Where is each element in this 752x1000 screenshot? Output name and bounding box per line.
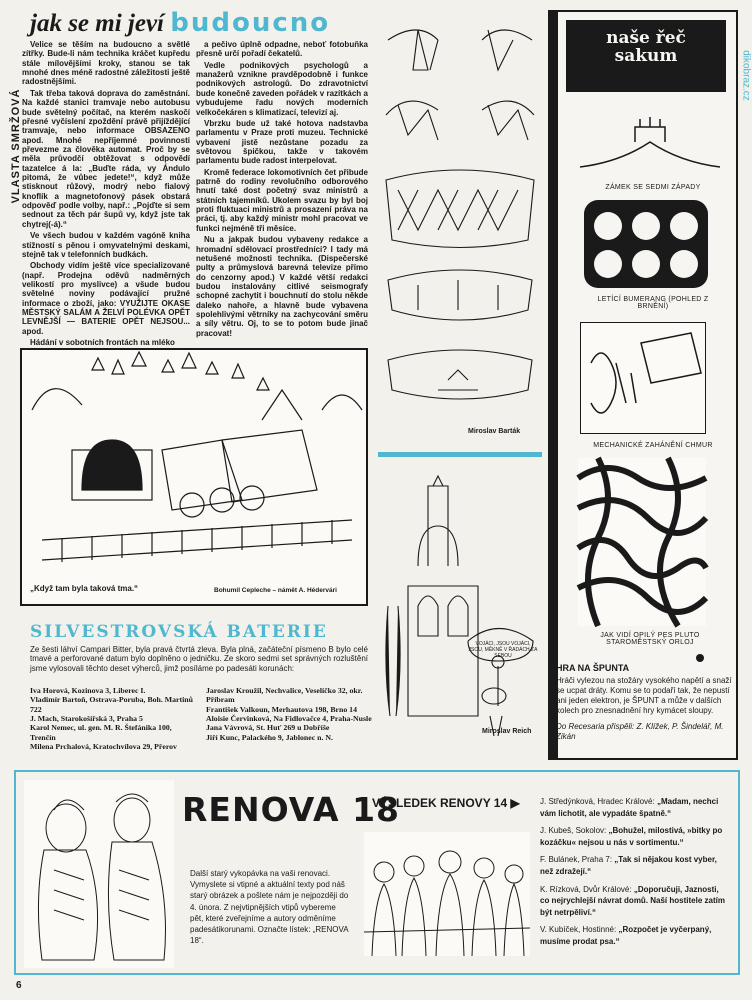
paragraph: Ve všech budou v každém vagóně kniha stížností s pěnou i omyvatelnými deskami, stejně tak v telefonních budkách. [22,231,190,259]
result-item [540,884,730,919]
crowd-engraving [364,832,530,956]
winner: Jaroslav Kroužil, Nechvalice, Veselíčko 32, okr. Příbram [206,686,363,705]
panel-item-orloj [578,458,706,626]
chmur-icon [581,323,703,431]
hra-na-spunta [556,663,734,742]
paragraph: Hádání v sobotních frontách na mléko [30,338,175,348]
winners-left [30,686,198,751]
panel-caption: MECHANICKÉ ZAHÁNĚNÍ CHMUR [593,442,713,449]
paragraph: Kromě federace lokomotivních čet přibude patrně do rodiny revolučního odborového hnutí také dost početný svaz ministrů a státních tajemníků. Ukolem svazu by byl boj proti fluktuaci ministrů a prosazení práva na práci, tj. aby každý ministr mohl pracovat ve funkci nejméně tři měsíce. [196,167,368,233]
panel-logo [566,20,726,92]
result-name: V. Kubíček, Hostinné: [540,925,617,935]
winner: Karol Nemec, ul. gen. M. R. Štefánika 100, Trenčín [30,723,172,742]
result-item [540,854,730,877]
panel-black-bar [548,10,558,760]
result-title-text: VÝSLEDEK RENOVY 14 [372,796,508,810]
result-quote: „Rozpočet je vyčerpaný, musíme prodat psa.“ [540,925,712,946]
paragraph: a pečivo úplně odpadne, neboť fotobuňka přesně určí pořadí čekatelů. [196,40,368,59]
article-title-part1: jak se mi jeví [30,10,164,37]
result-quote: „Bohužel, milostivá, »bitky po kozáčku« nejsou u nás v sortimentu.“ [540,826,723,847]
speech-bubble: VOJÁCI, JSOU VOJÁCI, JSOU, MĚKNĚ V ŘADÁCH ZA SEBOU [468,641,538,659]
winner: Vladimír Bartoň, Ostrava-Poruba, Boh. Martinů 722 [30,695,193,714]
bartak-credit: Miroslav Barták [468,428,521,435]
panel-item-castle [580,102,720,180]
winner: Aloisie Červinková, Na Fidlovačce 4, Praha-Nusle [206,714,372,724]
winner: J. Mach, Starokošířská 3, Praha 5 [30,714,143,724]
result-quote: „Doporučuji, Jaznosti, co nejrychlejší návrat domů. Naší hostitele zatím být netrpěliví.“ [540,884,725,917]
paragraph: Vedle podnikových psychologů a manažerů vznikne pravděpodobně i funkce podnikových astrologů. Do zdravotnictví bude konečně zaveden pořádek v razítkách a vybudujeme řadu nových moderních velkočekáren s klimatizací, televizí aj. [196,60,368,117]
paragraph: Vbrzku bude už také hotova nadstavba parlamentu v Praze proti muzeu. Technické vybavení jistě nezůstane pozadu za světovou špičkou, takže v takovém parlamentu bude radost interpelovat. [196,118,368,166]
castle-icon [580,102,720,180]
silvestr-title: SILVESTROVSKÁ BATERIE [30,622,328,642]
train-credit: Bohumil Cepleche – námět A. Hédervári [214,587,337,594]
hra-credits: Do Recesaria přispěli: Z. Klížek, P. Šindelář, M. Zikán [556,722,724,742]
author-label: VLASTA SMRŽOVÁ [10,88,22,204]
silvestr-text: Ze šesti láhví Campari Bitter, byla pravá čtvrtá zleva. Byla plná, začáteční písmeno B bylo celé tmavé a perforované datum bylo doplněno o jedničku. Ze skoro sedmi set správných rozluštění jsme vylosovali těchto deset výherců, jimž posíláme po padesáti korunách: [30,645,368,673]
result-name: K. Rízková, Dvůr Králové: [540,884,632,894]
boomerang-icon [584,200,708,288]
hra-title: HRA NA ŠPUNTA [556,663,630,673]
mask-illustration [378,10,542,446]
renova-text: Další starý vykopávka na vaši renovaci. Vymyslete si vtipné a aktuální texty pod náš starý obrázek a pošlete nám je nejpozději do 4. února. Z nejvtipnějších vtipů vybereme pět, které zveřejníme a autory odměníme padesátikorunami. Označte lístek: „RENOVA 18“. [190,869,349,946]
panel-caption: LETÍCÍ BUMERANG (POHLED Z BRNĚNÍ) [597,296,709,310]
swirl-icon [578,458,706,626]
result-name: J. Kubeš, Sokolov: [540,826,607,836]
watermark-text: dikobraz.cz [740,50,752,101]
paragraph: Velice se těším na budoucno a světlé zítřky. Bude-li nám technika kráčet kupředu stále mílovějšími kroky, stanou se tak mnohé dnes méně radostné záležitosti ještě radostnějšími. [22,40,190,87]
result-item [540,825,730,848]
panel-caption: JAK VIDÍ OPILÝ PES PLUTO STAROMĚSTSKÝ ORLOJ [600,632,700,646]
train-cartoon [20,348,368,606]
paragraph: Obchody vidím ještě více specializované (např. Prodejna oděvů nadměrných velikostí pro myslivce) a všude budou světelné noviny podávající pružné informace o zboží, jako: VYUŽIJTE OKASE MĚSTSKÝ SALÁM A ŽELVÍ POLÉVKA OPĚT LEVNĚJŠÍ — BATERIE OPĚT NEJSOU... apod. [22,261,190,336]
result-quote: „Tak si nějakou kost vyber, než zdražejí.“ [540,855,717,876]
paragraph: Nu a jakpak budou vybaveny redakce a hromadní sdělovací prostředníci? I tady má netušené možnosti technika. (Dispečerské pulty a průmyslová barevná televize přímo do cenzorny apod.) V každé větší redakci budou instalovány citlivé seismografy schopné zachytit i bouchnutí do stolu někde daleko nahoře, a hlavně bude vybavena spolehlivými větrníky na zachycování směru a síly větru. Oj, to se to potom bude jinač pracovat! [196,235,368,338]
article-title-part2: budoucno [170,8,331,38]
reich-credit: Miroslav Reich [482,728,532,735]
panel-caption: ZÁMEK SE SEDMI ZÁPADY [605,184,701,191]
page-number: 6 [16,980,22,991]
winner: Jiří Kunc, Palackého 9, Jablonec n. N. [206,732,333,742]
bartak-drawing [378,10,542,446]
old-engraving [24,780,174,968]
result-item [540,796,730,819]
renova-result-picture [364,832,530,956]
result-title [372,796,520,810]
result-item [540,924,730,947]
article-column-2 [196,40,368,340]
train-caption: „Když tam byla taková tma.“ [30,584,139,593]
winner: Iva Horová, Kozinova 3, Liberec I. [30,686,146,695]
castle-illustration [378,466,542,746]
renova-old-picture [24,780,174,968]
section-divider [378,452,542,457]
renova-title: RENOVA 18 [182,790,400,829]
winner: František Valkoun, Merhautova 198, Brno 14 [206,704,357,714]
reich-drawing [378,466,542,746]
renova-results [540,796,730,954]
result-quote: „Madam, nechci vám lichotit, ale vypadáte špatně.“ [540,797,719,818]
article-column-1 [22,40,190,350]
winner: Jana Vávrová, St. Huť 269 u Dobříše [206,723,330,733]
winner: Milena Prchalová, Kratochvílova 29, Přerov [30,742,177,752]
paragraph: Tak třeba taková doprava do zaměstnání. Na každé stanici tramvaje nebo autobusu bude světelný počítač, na kterém naskočí přesné vyčíslení zpoždění právě přijíždějící tramvaje, nebo informace OBSAZENO apod. Mnohé nepříjemné povinnosti převezme za člověka automat. Proč by se měla průvodčí obtěžovat s odpovědí tazatelce á la: „Buďte ráda, vy Ándulo pitomá, že vůbec jedete!“, když může stisknout růžový, modrý nebo fialový knoflík a magnetofonový pásek obstará odpověď podle volby, např.: „Pojďte si sem sednout za těch pár šupů vy, když jste tak chytrej(-á).“ [22,88,190,229]
result-name: F. Bulánek, Praha 7: [540,855,613,865]
watermark [736,30,750,130]
logo-text: naše řeč sakum [606,28,686,66]
article-title [30,8,330,38]
arrow-right-icon: ▶ [510,796,520,810]
panel-item-boomerang [584,200,708,288]
article-author [6,40,20,260]
winners-right [206,686,374,742]
panel-item-chmur [580,322,706,434]
bullet-dot [696,654,704,662]
train-illustration [22,350,366,604]
hra-text: Hráči vylezou na stožáry vysokého napětí a snaží se ucpat dráty. Komu se to podaří tak, že nepustí ani jeden elektron, je ŠPUNT a může v dalších kolech pro znesnadnění hry kymácet sloupy. [556,676,732,716]
result-name: J. Středýnková, Hradec Králové: [540,797,655,806]
